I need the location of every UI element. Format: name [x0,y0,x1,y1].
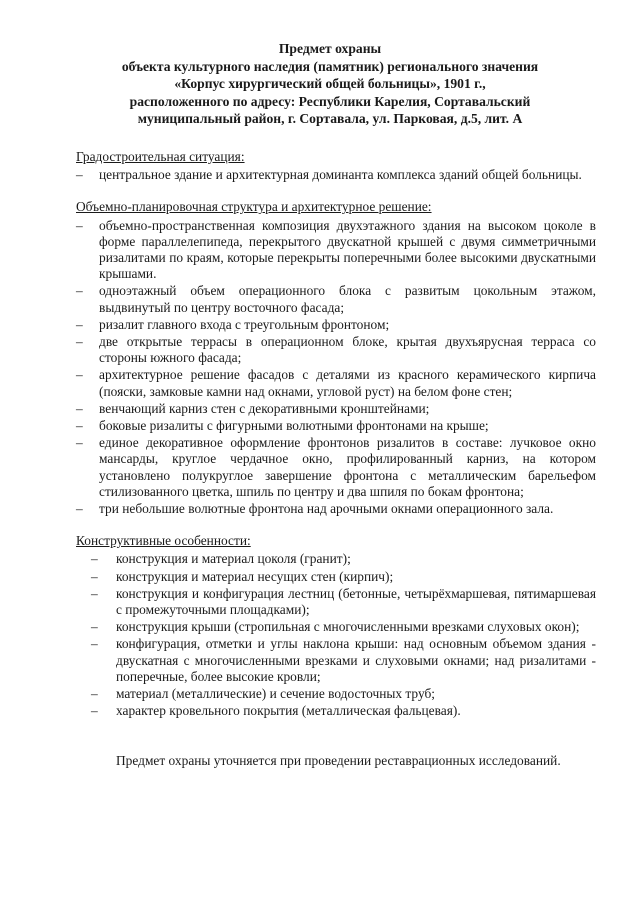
list-item: – венчающий карниз стен с декоративными кронштейнами; [76,401,596,417]
title-line: Предмет охраны [278,41,382,56]
list-item: – конструкция и конфигурация лестниц (бетонные, четырёхмаршевая, пятимаршевая с промежуточными площадками); [76,586,596,618]
list-item: – материал (металлические) и сечение водосточных труб; [76,686,596,702]
title-line: «Корпус хирургический общей больницы», 1901 г., [174,76,486,92]
section-architecture [76,199,596,517]
list-item: – объемно-пространственная композиция двухэтажного здания на высоком цоколе в форме параллелепипеда, перекрытого двускатной крышей с двумя симметричными ризалитами по краям, которые перекрыты поперечными более высокими двускатными крышами. [76,218,596,283]
section-heading: Объемно-планировочная структура и архитектурное решение: [76,199,432,215]
list-item: – характер кровельного покрытия (металлическая фальцевая). [76,703,596,719]
item-list [76,167,596,183]
title-line: расположенного по адресу: Республики Карелия, Сортавальский [129,93,531,109]
list-item: – две открытые террасы в операционном блоке, крытая двухъярусная терраса со стороны южного фасада; [76,334,596,366]
list-item: – ризалит главного входа с треугольным фронтоном; [76,317,596,333]
section-heading: Градостроительная ситуация: [76,148,245,164]
item-list [76,551,596,719]
list-item: – конструкция и материал несущих стен (кирпич); [76,569,596,585]
list-item: – конструкция крыши (стропильная с многочисленными врезками слуховых окон); [76,619,596,635]
list-item: – единое декоративное оформление фронтонов ризалитов в составе: лучковое окно мансарды, круглое чердачное окно, профилированный карниз, на котором установлено полукруглое завершение фронтона с металлическим барельефом стилизованного цветка, шпиль по центру и два шпиля по бокам фронтона; [76,435,596,500]
list-item: – конструкция и материал цоколя (гранит); [76,551,596,567]
list-item: – архитектурное решение фасадов с деталями из красного керамического кирпича (пояски, замковые камни над окнами, угловой руст) на белом фоне стен; [76,367,596,399]
list-item: – одноэтажный объем операционного блока с развитым цокольным этажом, выдвинутый по центру восточного фасада; [76,283,596,315]
section-heading: Конструктивные особенности: [76,533,251,549]
item-list [76,218,596,518]
section-construction [76,533,596,719]
closing-note: Предмет охраны уточняется при проведении реставрационных исследований. [116,753,561,769]
list-item: – центральное здание и архитектурная доминанта комплекса зданий общей больницы. [76,167,596,183]
section-urban-situation [76,149,596,183]
document-title [64,40,596,128]
title-line: объекта культурного наследия (памятник) регионального значения [121,58,539,74]
list-item: – три небольшие волютные фронтона над арочными окнами операционного зала. [76,501,596,517]
title-line: муниципальный район, г. Сортавала, ул. Парковая, д.5, лит. А [137,111,523,127]
list-item: – конфигурация, отметки и углы наклона крыши: над основным объемом здания - двускатная с многочисленными врезками и слуховыми окнами; над ризалитами - поперечные, более высокие кровли; [76,636,596,685]
list-item: – боковые ризалиты с фигурными волютными фронтонами на крыше; [76,418,596,434]
